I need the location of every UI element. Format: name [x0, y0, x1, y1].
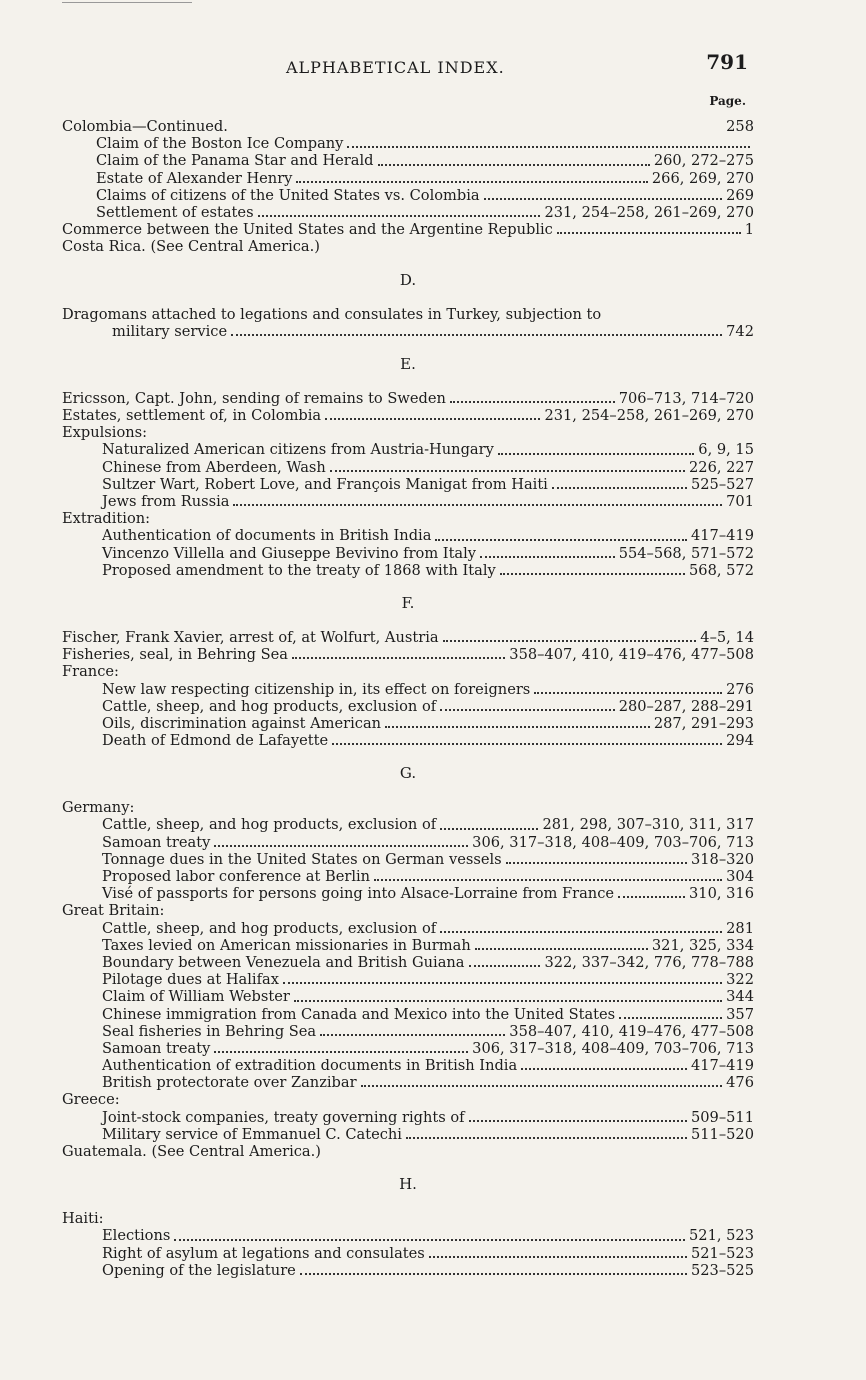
index-subentry	[62, 834, 754, 851]
entry-page: 281, 298, 307–310, 311, 317	[542, 816, 754, 834]
index-entry-great-britain: Great Britain:	[62, 902, 165, 920]
entry-label: Claim of the Panama Star and Herald	[96, 152, 374, 170]
index-entry-estates	[62, 407, 754, 424]
section-letter-g: G.	[399, 764, 417, 783]
entry-label: New law respecting citizenship in, its effect on foreigners	[102, 680, 531, 698]
entry-page: 269	[726, 186, 754, 204]
leader-dots	[294, 1000, 722, 1002]
entry-label: Estates, settlement of, in Colombia	[62, 407, 322, 425]
entry-label: Military service of Emmanuel C. Catechi	[102, 1125, 402, 1143]
leader-dots	[214, 845, 468, 847]
entry-page: 706–713, 714–720	[618, 389, 754, 407]
entry-label: Commerce between the United States and the Argentine Republic	[62, 221, 553, 239]
entry-page: 344	[726, 988, 754, 1006]
entry-page: 280–287, 288–291	[618, 697, 754, 715]
entry-label: Fisheries, seal, in Behring Sea	[62, 646, 288, 664]
entry-page: 260, 272–275	[653, 152, 754, 170]
leader-dots	[440, 709, 615, 711]
index-entry-fischer	[62, 629, 754, 646]
section-letter-e: E.	[400, 354, 416, 373]
leader-dots	[506, 862, 687, 864]
leader-dots	[231, 334, 722, 336]
entry-page: 287, 291–293	[653, 714, 754, 732]
entry-label: Colombia—Continued.	[62, 117, 228, 135]
index-subentry	[62, 1023, 754, 1040]
entry-page: 304	[726, 868, 754, 885]
leader-dots	[347, 146, 750, 148]
leader-dots	[378, 164, 650, 166]
entry-page: 258	[726, 117, 754, 135]
index-subentry	[62, 1109, 754, 1126]
entry-label: Settlement of estates	[96, 203, 254, 221]
entry-label: Claim of the Boston Ice Company	[96, 135, 344, 153]
entry-page: 231, 254–258, 261–269, 270	[544, 203, 754, 221]
index-subentry	[62, 885, 754, 902]
entry-label: Jews from Russia	[102, 493, 230, 510]
index-subentry	[62, 954, 754, 971]
entry-label: Taxes levied on American missionaries in Burmah	[102, 936, 471, 954]
entry-label: Joint-stock companies, treaty governing rights of	[102, 1108, 465, 1126]
leader-dots	[283, 982, 722, 984]
index-entry-greece: Greece:	[62, 1091, 120, 1109]
index-entry-costa-rica: Costa Rica. (See Central America.)	[62, 238, 320, 256]
leader-dots	[174, 1239, 685, 1241]
index-entry-extradition: Extradition:	[62, 510, 151, 528]
entry-page: 523–525	[690, 1261, 754, 1279]
index-subentry	[62, 851, 754, 868]
leader-dots	[475, 948, 648, 950]
leader-dots	[534, 692, 722, 694]
entry-page: 358–407, 410, 419–476, 477–508	[509, 646, 754, 664]
leader-dots	[429, 1256, 687, 1258]
entry-page: 322, 337–342, 776, 778–788	[544, 953, 754, 971]
leader-dots	[552, 487, 687, 489]
index-entry-fisheries	[62, 646, 754, 663]
entry-page: 511–520	[690, 1125, 754, 1143]
entry-label: Claims of citizens of the United States vs. Colombia	[96, 186, 480, 204]
index-entry-haiti: Haiti:	[62, 1210, 104, 1228]
index-subentry	[62, 170, 754, 187]
entry-label: Seal fisheries in Behring Sea	[102, 1022, 317, 1040]
index-subentry	[62, 937, 754, 954]
page-title: ALPHABETICAL INDEX.	[286, 58, 505, 77]
entry-page: 266, 269, 270	[651, 169, 754, 187]
entry-label: Opening of the legislature	[102, 1261, 296, 1279]
index-subentry	[62, 1227, 754, 1244]
entry-page: 231, 254–258, 261–269, 270	[544, 407, 754, 425]
entry-page: 276	[726, 680, 754, 698]
entry-page: 357	[726, 1005, 754, 1023]
index-subentry	[62, 868, 754, 885]
index-subentry	[62, 1057, 754, 1074]
index-subentry	[62, 493, 754, 510]
entry-label: Cattle, sheep, and hog products, exclusion of	[102, 816, 437, 834]
entry-label: Ericsson, Capt. John, sending of remains to Sweden	[62, 389, 446, 407]
leader-dots	[292, 657, 505, 659]
leader-dots	[332, 743, 722, 745]
entry-label: Chinese from Aberdeen, Wash	[102, 458, 326, 476]
entry-page: 742	[726, 322, 754, 340]
entry-label: British protectorate over Zanzibar	[102, 1074, 357, 1092]
entry-label: Death of Edmond de Lafayette	[102, 732, 329, 750]
leader-dots	[619, 1017, 722, 1019]
index-entry-expulsions: Expulsions:	[62, 424, 148, 442]
index-subentry	[62, 988, 754, 1005]
index-subentry	[62, 1262, 754, 1279]
entry-page: 4–5, 14	[700, 628, 754, 646]
index-subentry	[62, 1040, 754, 1057]
leader-dots	[484, 198, 723, 200]
leader-dots	[258, 215, 541, 217]
entry-label: Samoan treaty	[102, 833, 211, 851]
entry-label: Naturalized American citizens from Austria-Hungary	[102, 441, 494, 459]
entry-page: 318–320	[690, 850, 754, 868]
index-content	[62, 118, 754, 1279]
section-letter-d: D.	[399, 270, 417, 289]
leader-dots	[214, 1051, 468, 1053]
entry-page: 701	[726, 493, 754, 510]
index-subentry	[62, 681, 754, 698]
leader-dots	[361, 1085, 723, 1087]
page-column-label: Page.	[709, 94, 746, 108]
entry-page: 521, 523	[689, 1227, 754, 1245]
leader-dots	[480, 556, 615, 558]
leader-dots	[374, 879, 722, 881]
entry-label: Sultzer Wart, Robert Love, and François Manigat from Haiti	[102, 475, 548, 493]
entry-label: Boundary between Venezuela and British Guiana	[102, 953, 465, 971]
leader-dots	[450, 401, 615, 403]
entry-page: 6, 9, 15	[698, 441, 754, 459]
entry-page: 358–407, 410, 419–476, 477–508	[509, 1022, 754, 1040]
entry-page: 226, 227	[689, 458, 754, 476]
index-subentry	[62, 527, 754, 544]
index-subentry	[62, 715, 754, 732]
entry-label: Right of asylum at legations and consulates	[102, 1244, 425, 1262]
entry-label-line1: Dragomans attached to legations and consulates in Turkey, subjection to	[62, 305, 602, 323]
entry-page: 306, 317–318, 408–409, 703–706, 713	[472, 833, 754, 851]
leader-dots	[385, 726, 650, 728]
leader-dots	[330, 470, 685, 472]
index-entry-germany: Germany:	[62, 799, 135, 817]
index-entry-commerce	[62, 221, 754, 238]
entry-page: 1	[744, 221, 754, 239]
entry-label-line2-row	[62, 323, 754, 340]
entry-label: Claim of William Webster	[102, 988, 290, 1006]
index-subentry	[62, 1245, 754, 1262]
index-subentry	[62, 971, 754, 988]
entry-label: Cattle, sheep, and hog products, exclusion of	[102, 919, 437, 937]
entry-page: 281	[726, 919, 754, 937]
leader-dots	[406, 1137, 687, 1139]
entry-label: Vincenzo Villella and Giuseppe Bevivino from Italy	[102, 544, 477, 562]
entry-label-line2: military service	[112, 322, 228, 340]
index-subentry	[62, 562, 754, 579]
index-page	[62, 0, 762, 1380]
entry-label: Proposed amendment to the treaty of 1868 with Italy	[102, 561, 496, 579]
entry-page: 417–419	[690, 1057, 754, 1075]
leader-dots	[500, 573, 685, 575]
leader-dots	[469, 1120, 687, 1122]
entry-label: Elections	[102, 1227, 171, 1245]
entry-page: 306, 317–318, 408–409, 703–706, 713	[472, 1039, 754, 1057]
entry-page: 294	[726, 732, 754, 750]
index-subentry	[62, 441, 754, 458]
index-subentry	[62, 187, 754, 204]
index-subentry	[62, 816, 754, 833]
entry-label: Fischer, Frank Xavier, arrest of, at Wolfurt, Austria	[62, 628, 439, 646]
index-subentry	[62, 1006, 754, 1023]
index-entry-ericsson	[62, 390, 754, 407]
leader-dots	[233, 504, 722, 506]
leader-dots	[498, 453, 694, 455]
index-entry-dragomans	[62, 306, 754, 340]
entry-label: Proposed labor conference at Berlin	[102, 868, 371, 885]
index-subentry	[62, 698, 754, 715]
leader-dots	[296, 181, 647, 183]
index-subentry	[62, 1126, 754, 1143]
entry-page: 554–568, 571–572	[618, 544, 754, 562]
leader-dots	[440, 828, 538, 830]
leader-dots	[325, 418, 540, 420]
entry-page: 568, 572	[689, 561, 754, 579]
entry-label: Authentication of documents in British India	[102, 527, 432, 545]
leader-dots	[618, 896, 685, 898]
entry-label: Chinese immigration from Canada and Mexico into the United States	[102, 1005, 616, 1023]
leader-dots	[300, 1273, 687, 1275]
index-entry-guatemala: Guatemala. (See Central America.)	[62, 1143, 321, 1161]
index-subentry	[62, 920, 754, 937]
index-subentry	[62, 135, 754, 152]
leader-dots	[557, 232, 741, 234]
entry-page: 417–419	[690, 527, 754, 545]
leader-dots	[320, 1034, 505, 1036]
entry-page: 322	[726, 971, 754, 989]
leader-dots	[521, 1068, 687, 1070]
entry-label: Oils, discrimination against American	[102, 714, 382, 732]
top-rule	[62, 2, 192, 3]
page-header	[62, 50, 762, 86]
index-subentry	[62, 204, 754, 221]
leader-dots	[435, 539, 687, 541]
entry-page: 310, 316	[689, 885, 754, 903]
leader-dots	[440, 931, 722, 933]
section-letter-h: H.	[399, 1175, 417, 1194]
entry-label: Samoan treaty	[102, 1039, 211, 1057]
entry-page: 509–511	[690, 1108, 754, 1126]
entry-label: Estate of Alexander Henry	[96, 169, 293, 187]
leader-dots	[469, 965, 541, 967]
index-entry-france: France:	[62, 663, 119, 681]
index-subentry	[62, 459, 754, 476]
index-subentry	[62, 732, 754, 749]
index-subentry	[62, 1074, 754, 1091]
entry-page: 321, 325, 334	[651, 936, 754, 954]
index-subentry	[62, 152, 754, 169]
entry-label: Tonnage dues in the United States on German vessels	[102, 850, 502, 868]
page-number: 791	[706, 50, 748, 74]
entry-label: Cattle, sheep, and hog products, exclusion of	[102, 697, 437, 715]
entry-page: 521–523	[690, 1244, 754, 1262]
entry-label: Pilotage dues at Halifax	[102, 971, 279, 989]
index-subentry	[62, 545, 754, 562]
index-entry-colombia	[62, 118, 754, 135]
entry-label: Authentication of extradition documents in British India	[102, 1057, 518, 1075]
entry-page: 525–527	[690, 475, 754, 493]
entry-page: 476	[726, 1074, 754, 1092]
index-subentry	[62, 476, 754, 493]
section-letter-f: F.	[401, 593, 415, 612]
entry-label: Visé of passports for persons going into Alsace-Lorraine from France	[102, 885, 615, 903]
leader-dots	[443, 640, 697, 642]
